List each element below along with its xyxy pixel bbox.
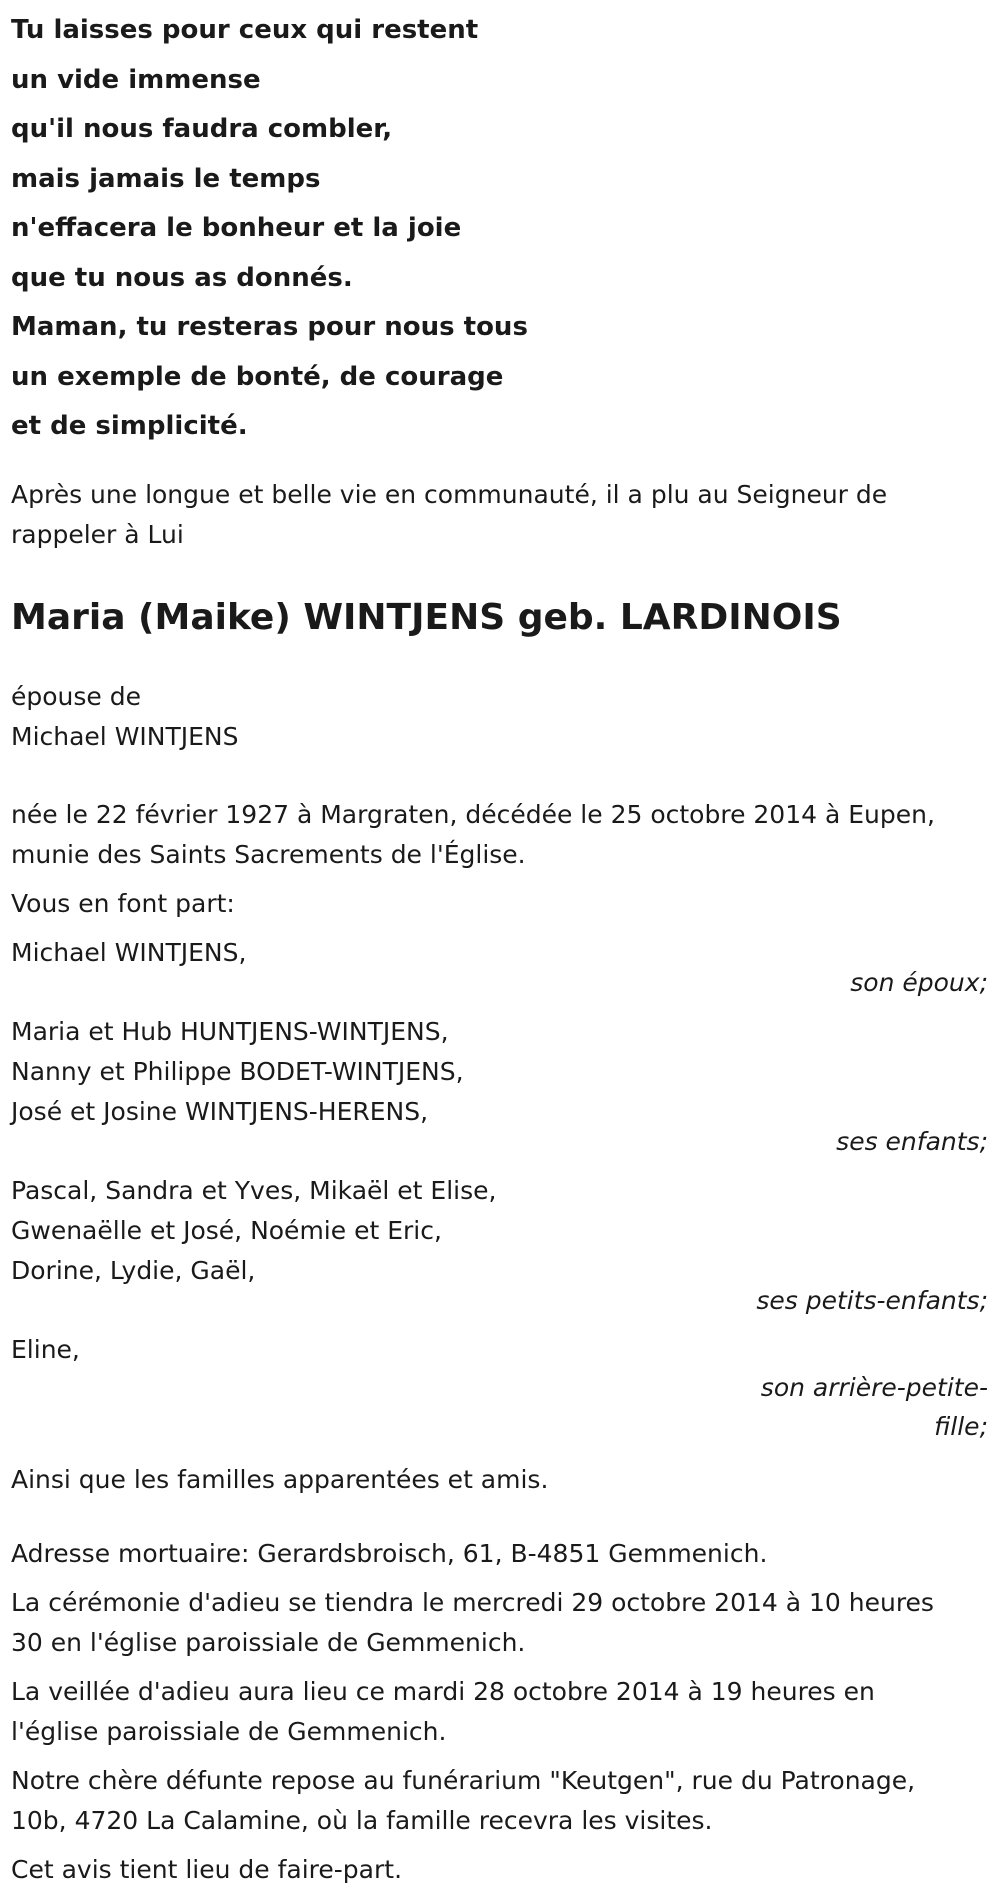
poem-line: un exemple de bonté, de courage [11,361,504,392]
family-name: Maria et Hub HUNTJENS-WINTJENS, [11,1016,449,1046]
funeral-home-info [11,1761,988,1841]
wake-line: La veillée d'adieu aura lieu ce mardi 28 octobre 2014 à 19 heures en [11,1676,875,1706]
funeral-address: Adresse mortuaire: Gerardsbroisch, 61, B-4851 Gemmenich. [11,1538,768,1568]
relation-label [738,1368,988,1446]
intro-line: rappeler à Lui [11,519,184,549]
relatives-text: Ainsi que les familles apparentées et amis. [11,1464,549,1494]
family-name: Pascal, Sandra et Yves, Mikaël et Elise, [11,1175,497,1205]
spouse-line: épouse de [11,681,141,711]
closing-text: Cet avis tient lieu de faire-part. [11,1854,403,1884]
spouse-line: Michael WINTJENS [11,721,239,751]
deceased-name: Maria (Maike) WINTJENS geb. LARDINOIS [11,596,842,638]
family-grandchildren [11,1171,988,1321]
ceremony-line: 30 en l'église paroissiale de Gemmenich. [11,1627,526,1657]
birth-death-info [11,795,988,875]
poem-line: que tu nous as donnés. [11,262,353,293]
intro-text [11,475,988,555]
intro-line: Après une longue et belle vie en communauté, il a plu au Seigneur de [11,479,888,509]
ceremony-info [11,1583,988,1663]
relation-line: son arrière-petite- [760,1372,988,1402]
family-name: Eline, [11,1334,80,1364]
poem-line: qu'il nous faudra combler, [11,114,393,144]
memorial-poem [11,6,988,452]
poem-line: mais jamais le temps [11,163,321,194]
spouse-info [11,677,988,757]
poem-line: Maman, tu resteras pour nous tous [11,312,528,342]
wake-line: l'église paroissiale de Gemmenich. [11,1716,447,1746]
relation-label: son époux; [850,967,988,997]
family-husband [11,933,988,1003]
family-name: Gwenaëlle et José, Noémie et Eric, [11,1215,442,1245]
poem-line: un vide immense [11,64,261,95]
funeral-home-line: Notre chère défunte repose au funérarium "Keutgen", rue du Patronage, [11,1765,916,1795]
birth-death-line: née le 22 février 1927 à Margraten, décédée le 25 octobre 2014 à Eupen, [11,799,935,829]
announce-text: Vous en font part: [11,888,235,918]
poem-line: Tu laisses pour ceux qui restent [11,15,479,45]
family-name: Dorine, Lydie, Gaël, [11,1255,256,1285]
relation-line: fille; [934,1411,988,1441]
poem-line: et de simplicité. [11,411,248,441]
family-name: Nanny et Philippe BODET-WINTJENS, [11,1056,464,1086]
ceremony-line: La cérémonie d'adieu se tiendra le mercredi 29 octobre 2014 à 10 heures [11,1587,934,1617]
family-name: Michael WINTJENS, [11,937,247,967]
relation-label: ses petits-enfants; [756,1285,988,1315]
relation-label: ses enfants; [836,1126,988,1156]
family-name: José et Josine WINTJENS-HERENS, [11,1096,429,1126]
wake-info [11,1672,988,1752]
funeral-home-line: 10b, 4720 La Calamine, où la famille recevra les visites. [11,1805,713,1835]
family-children [11,1012,988,1162]
birth-death-line: munie des Saints Sacrements de l'Église. [11,839,526,869]
poem-line: n'effacera le bonheur et la joie [11,213,462,243]
family-great-granddaughter [11,1330,988,1446]
